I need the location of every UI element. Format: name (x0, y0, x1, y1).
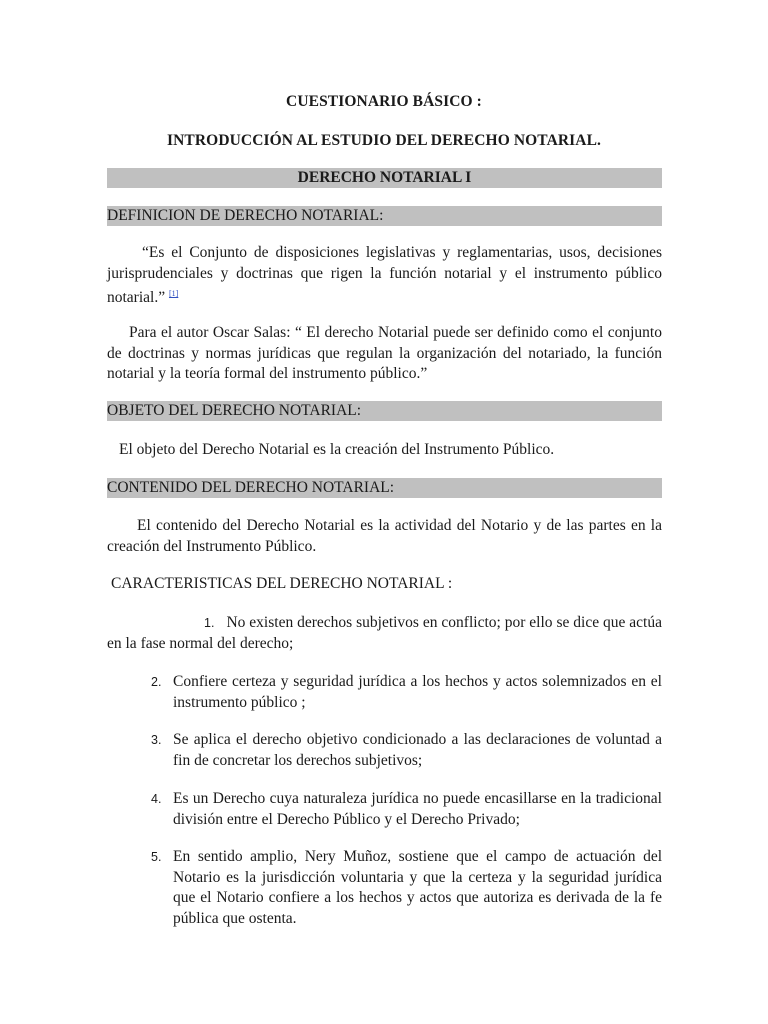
list-item-text: No existen derechos subjetivos en conflicto; por ello se dice que actúa en la fase normal del derecho; (107, 614, 662, 652)
list-item-number: 2. (151, 675, 162, 689)
section-heading-contenido (107, 478, 662, 498)
list-item-number: 5. (151, 850, 162, 864)
salas-text: Para el autor Oscar Salas: “ El derecho Notarial puede ser definido como el conjunto de doctrinas y normas jurídicas que regulan la organización del notariado, la función notarial y la teoría formal del instrumento público.” (107, 324, 662, 382)
list-item (107, 672, 662, 713)
document-title: CUESTIONARIO BÁSICO : (286, 93, 482, 110)
list-item-number: 4. (151, 792, 162, 806)
definition-quote-text: “Es el Conjunto de disposiciones legislativas y reglamentarias, usos, decisiones jurisprudenciales y doctrinas que rigen la función notarial y el instrumento público notarial.” (107, 244, 662, 307)
objeto-text: El objeto del Derecho Notarial es la creación del Instrumento Público. (119, 441, 555, 458)
list-item-text: Se aplica el derecho objetivo condicionado a las declaraciones de voluntad a fin de concretar los derechos subjetivos; (173, 731, 662, 769)
contenido-paragraph (107, 516, 662, 557)
section-heading-caracteristicas: CARACTERISTICAS DEL DERECHO NOTARIAL : (111, 575, 453, 592)
definition-quote-paragraph (107, 243, 662, 309)
section-heading-definicion (107, 206, 662, 226)
course-heading: DERECHO NOTARIAL I (297, 169, 472, 186)
list-item-text: En sentido amplio, Nery Muñoz, sostiene que el campo de actuación del Notario es la jurisdicción voluntaria y que la certeza y la seguridad jurídica que el Notario confiere a los hechos y actos que autoriza es derivada de la fe pública que ostenta. (173, 848, 662, 927)
section-heading-text: OBJETO DEL DERECHO NOTARIAL: (107, 402, 362, 419)
section-heading-objeto (107, 401, 662, 421)
course-heading-band (107, 168, 662, 188)
list-item (107, 613, 662, 654)
section-heading-text: CONTENIDO DEL DERECHO NOTARIAL: (107, 479, 395, 496)
list-item (107, 730, 662, 771)
list-item-text: Confiere certeza y seguridad jurídica a los hechos y actos solemnizados en el instrumento público ; (173, 673, 662, 711)
document-subtitle: INTRODUCCIÓN AL ESTUDIO DEL DERECHO NOTARIAL. (167, 132, 601, 149)
section-heading-text: DEFINICION DE DERECHO NOTARIAL: (107, 207, 384, 224)
salas-paragraph (107, 323, 662, 385)
objeto-paragraph (107, 440, 662, 461)
list-item-number: 3. (151, 733, 162, 747)
list-item-number: 1. (204, 616, 215, 630)
list-item (107, 847, 662, 929)
list-item (107, 789, 662, 830)
footnote-link[interactable]: [1] (168, 289, 179, 298)
contenido-text: El contenido del Derecho Notarial es la actividad del Notario y de las partes en la creación del Instrumento Público. (107, 517, 662, 555)
list-item-text: Es un Derecho cuya naturaleza jurídica no puede encasillarse en la tradicional división entre el Derecho Público y el Derecho Privado; (173, 790, 662, 828)
